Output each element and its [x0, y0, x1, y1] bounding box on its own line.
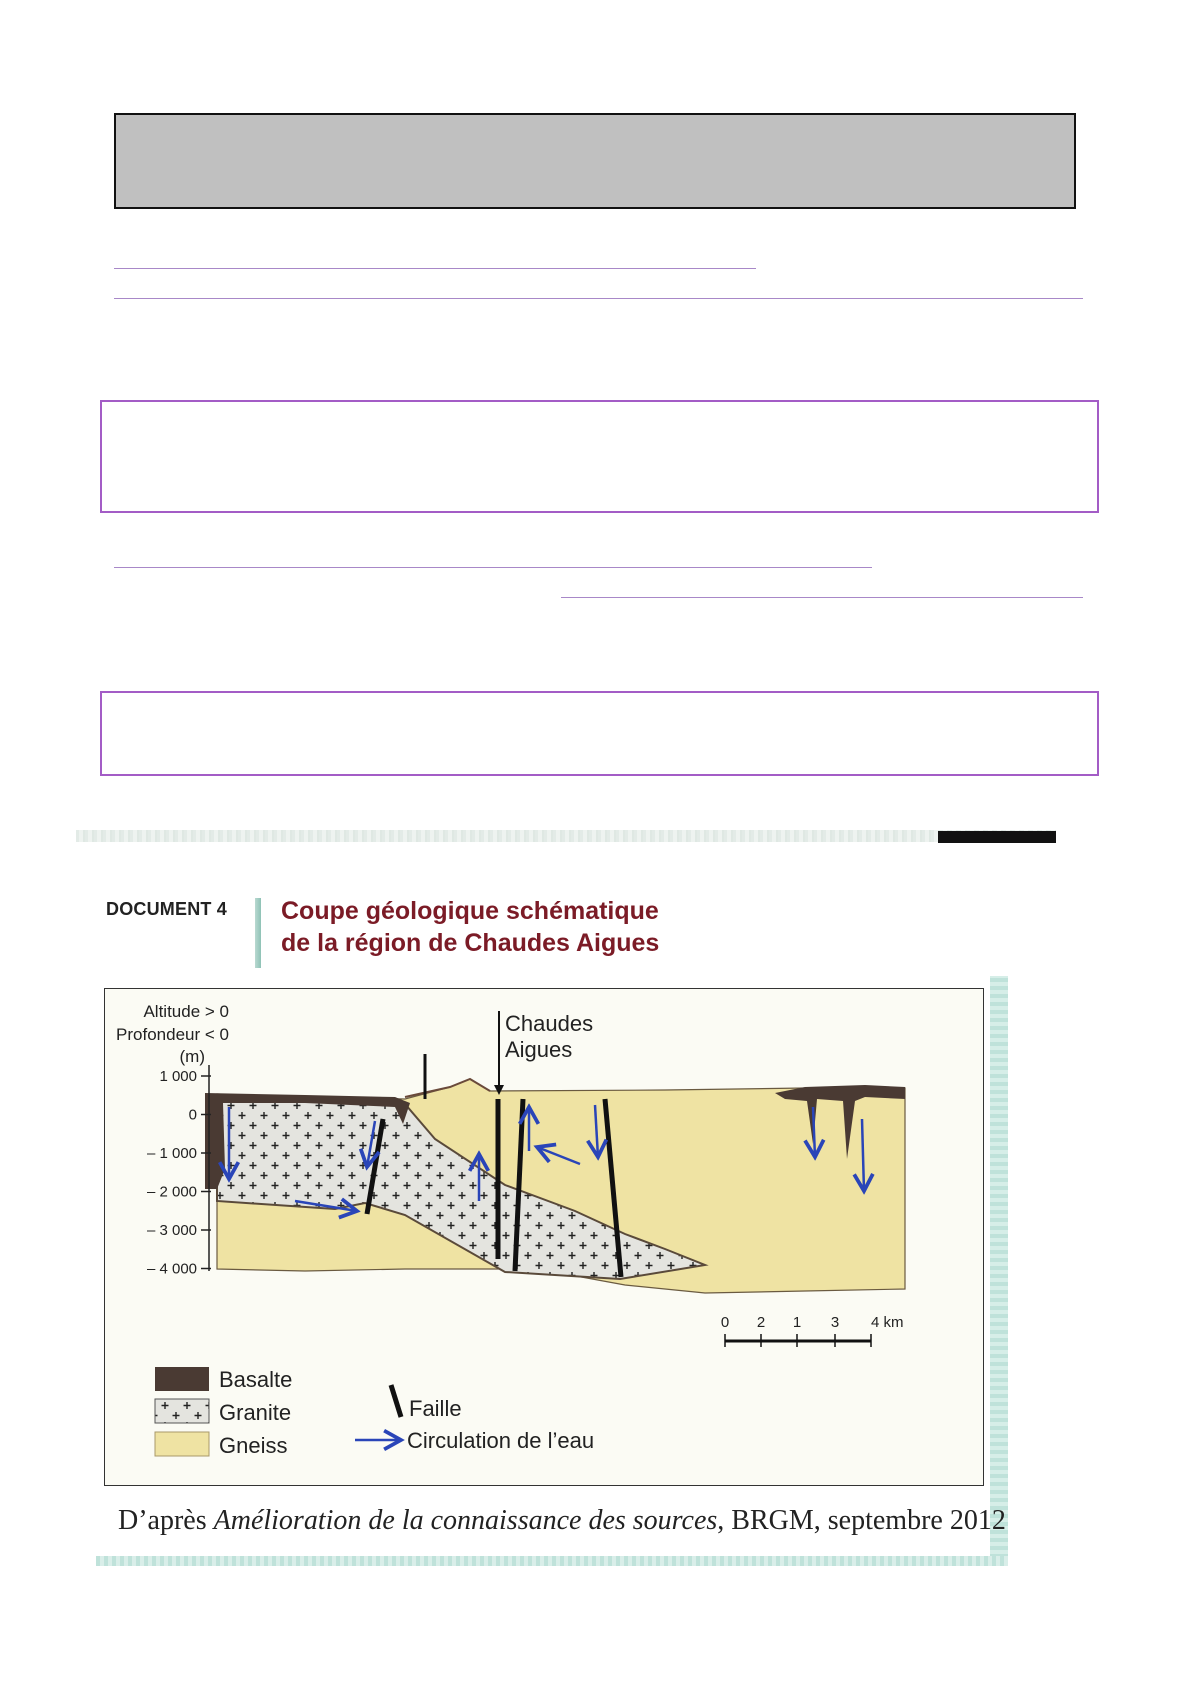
document-separator — [255, 898, 261, 968]
legend-granite-label: Granite — [219, 1400, 292, 1425]
legend-swatch-granite — [155, 1399, 209, 1423]
scale-tick: 4 km — [871, 1314, 904, 1331]
place-label: Chaudes — [505, 1011, 594, 1036]
legend-swatch-gneiss — [155, 1432, 209, 1456]
depth-tick-label: 0 — [188, 1106, 197, 1124]
scale-tick: 3 — [830, 1314, 840, 1331]
legend-basalt-label: Basalte — [219, 1367, 293, 1392]
depth-tick-label: 1 000 — [159, 1068, 197, 1085]
answer-line — [114, 567, 872, 568]
scan-artifact — [96, 1556, 1008, 1566]
document-title-line: de la région de Chaudes Aigues — [281, 929, 660, 957]
place-label: Aigues — [505, 1037, 573, 1062]
scale-tick: 0 — [720, 1314, 730, 1331]
scale-tick: 2 — [756, 1314, 766, 1331]
header-banner — [114, 113, 1076, 209]
credit-prefix: D’après — [118, 1505, 214, 1536]
scan-artifact — [76, 830, 1056, 842]
depth-tick-label: – 4 000 — [146, 1260, 197, 1278]
scan-artifact — [938, 831, 1056, 843]
axis-label: Profondeur < 0 — [116, 1025, 229, 1044]
document-title — [281, 895, 659, 959]
credit-source-title: Amélioration de la connaissance des sources — [213, 1505, 718, 1536]
depth-tick-label: – 1 000 — [146, 1145, 197, 1162]
legend-fault-label: Faille — [409, 1396, 462, 1421]
document-label: DOCUMENT 4 — [106, 899, 228, 919]
legend-fault-symbol — [391, 1385, 401, 1417]
depth-ticks — [147, 1068, 211, 1278]
scale-bar — [721, 1314, 904, 1347]
credit-suffix: , BRGM, septembre 2012 — [717, 1505, 1006, 1536]
legend-swatch-basalt — [155, 1367, 209, 1391]
answer-line — [561, 597, 1083, 598]
answer-line — [114, 298, 1083, 299]
legend-gneiss-label: Gneiss — [219, 1433, 288, 1458]
axis-unit: (m) — [179, 1047, 205, 1066]
legend-water-label: Circulation de l’eau — [407, 1428, 595, 1453]
depth-tick-label: – 2 000 — [146, 1183, 197, 1201]
depth-tick-label: – 3 000 — [146, 1222, 197, 1239]
document-title-line: Coupe géologique schématique — [281, 897, 659, 925]
cross-section-drawing — [105, 989, 982, 1484]
legend — [155, 1367, 594, 1458]
answer-box[interactable] — [100, 691, 1099, 776]
axis-label: Altitude > 0 — [143, 1002, 229, 1021]
scale-tick: 1 — [792, 1314, 802, 1331]
geological-cross-section — [104, 988, 984, 1486]
figure-credit — [118, 1505, 1006, 1537]
scan-artifact — [990, 976, 1008, 1566]
answer-box[interactable] — [100, 400, 1099, 513]
answer-line — [114, 268, 756, 269]
